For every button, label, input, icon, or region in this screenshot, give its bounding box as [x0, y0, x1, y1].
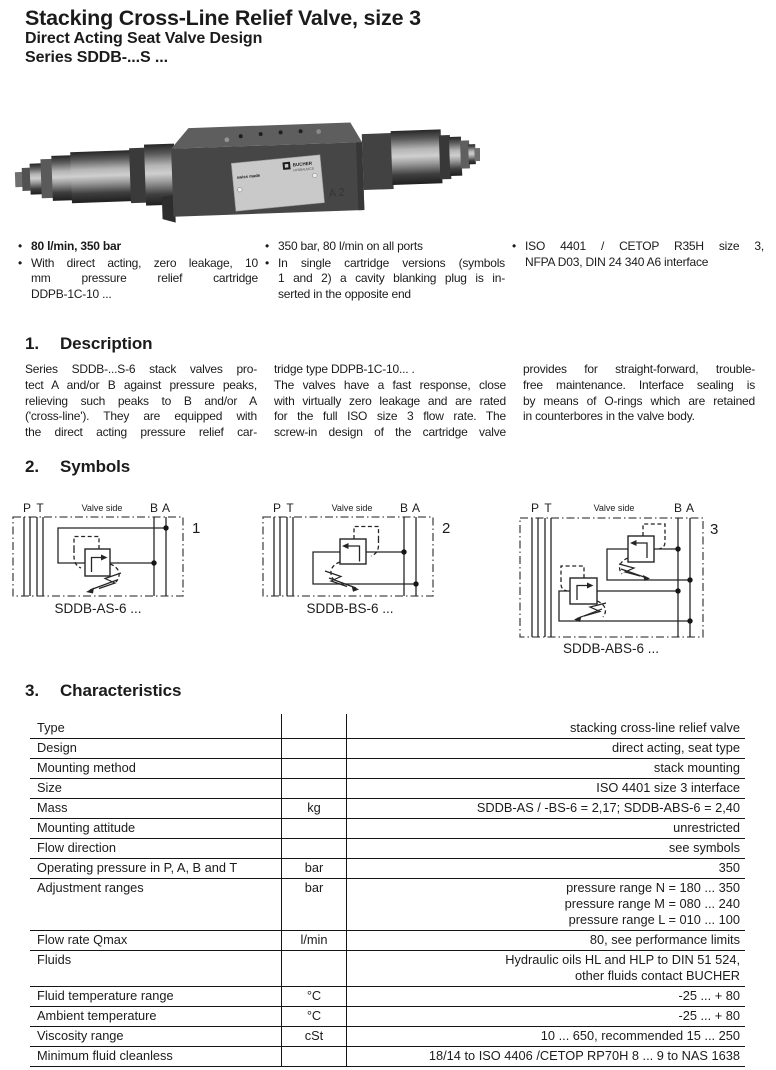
row-unit	[281, 819, 347, 838]
value-line: Hydraulic oils HL and HLP to DIN 51 524,	[505, 952, 740, 967]
text-line: the direct acting pressure relief car-	[25, 425, 257, 440]
section-title: Characteristics	[60, 681, 182, 700]
value-line: other fluids contact BUCHER	[574, 968, 740, 983]
relief-valve-body-lower	[570, 578, 597, 604]
row-label: Flow direction	[37, 840, 116, 855]
list-item	[18, 256, 258, 303]
valve-side-label: Valve side	[331, 503, 373, 513]
row-value	[347, 839, 745, 858]
port-label-b: B	[673, 501, 683, 515]
name-plate	[231, 155, 324, 211]
bullet-text: ISO 4401 / CETOP R35H size 3,	[525, 239, 764, 253]
text-line: by means of O-rings which are retained	[523, 393, 755, 408]
row-unit	[281, 714, 347, 738]
table-row	[30, 739, 745, 759]
junction-dot	[401, 549, 406, 554]
text-line: free maintenance. Interface sealing is	[523, 377, 755, 392]
port-label-p: P	[530, 501, 540, 515]
port-lines-pt	[532, 518, 551, 637]
section-number: 2.	[25, 457, 39, 476]
value-line: unrestricted	[673, 820, 740, 835]
page-subtitle: Direct Acting Seat Valve Design	[25, 30, 263, 47]
bullet-text: In single cartridge versions (symbols	[278, 255, 505, 270]
table-row	[30, 799, 745, 819]
symbol-number: 3	[710, 521, 719, 538]
port-label-t: T	[544, 501, 552, 515]
row-value	[347, 759, 745, 778]
feature-bullets	[18, 239, 768, 303]
description-text	[25, 362, 755, 441]
bullet-text: mm pressure relief cartridge	[31, 271, 258, 286]
row-unit: °C	[281, 987, 347, 1006]
row-unit	[281, 739, 347, 758]
section-heading-characteristics	[25, 681, 181, 701]
symbol-number: 2	[442, 520, 451, 537]
port-label-p: P	[272, 501, 282, 515]
right-tip	[474, 148, 480, 161]
relief-valve-body	[340, 539, 366, 564]
value-line: stack mounting	[653, 760, 740, 775]
section-number: 3.	[25, 681, 39, 700]
bullet-column-1	[18, 239, 258, 303]
bullet-text: serted in the opposite end	[278, 286, 411, 301]
row-value	[347, 987, 745, 1006]
table-row	[30, 819, 745, 839]
list-item	[265, 256, 505, 303]
value-line: 350	[718, 860, 740, 875]
text-line: with virtually zero leakage and are rated	[274, 393, 506, 408]
value-line: ISO 4401 size 3 interface	[596, 780, 740, 795]
bullet-text: NFPA D03, DIN 24 340 A6 interface	[525, 254, 709, 269]
row-label: Minimum fluid cleanless	[37, 1048, 173, 1063]
value-line: -25 ... + 80	[678, 1008, 740, 1023]
port-label-a: A	[685, 501, 695, 515]
list-item	[18, 239, 258, 255]
relief-valve-body	[85, 549, 110, 576]
value-line: pressure range L = 010 ... 100	[568, 912, 740, 927]
port-label-t: T	[36, 501, 44, 515]
brand-logo-inner	[285, 164, 289, 168]
value-line: direct acting, seat type	[611, 740, 740, 755]
symbol-caption: SDDB-AS-6 ...	[54, 601, 142, 616]
table-row	[30, 1027, 745, 1047]
description-column-2	[274, 362, 506, 441]
row-unit: cSt	[281, 1027, 347, 1046]
row-label: Design	[37, 740, 77, 755]
bullet-icon: •	[265, 239, 270, 253]
row-value	[347, 879, 745, 930]
text-line: tect A and/or B against pressure peaks,	[25, 377, 257, 392]
hydraulic-symbol-1	[8, 496, 213, 626]
table-row	[30, 879, 745, 931]
series-line: Series SDDB-...S ...	[25, 48, 168, 66]
left-locknut	[51, 155, 73, 201]
section-title: Description	[60, 334, 153, 353]
text-line: Series SDDB-...S-6 stack valves pro-	[25, 362, 257, 376]
hydraulic-symbol-2	[258, 496, 463, 626]
row-value	[347, 951, 745, 986]
row-unit	[281, 779, 347, 798]
bullet-text: 350 bar, 80 l/min on all ports	[278, 239, 423, 253]
bullet-column-3	[512, 239, 764, 303]
row-label: Mounting method	[37, 760, 136, 775]
value-line: -25 ... + 80	[678, 988, 740, 1003]
bullet-text: With direct acting, zero leakage, 10	[31, 255, 258, 270]
junction-dot	[413, 581, 418, 586]
page-title: Stacking Cross-Line Relief Valve, size 3	[25, 6, 421, 30]
port-label-t: T	[286, 501, 294, 515]
product-photo	[10, 100, 480, 235]
text-line: in counterbores in the valve body.	[523, 409, 695, 424]
value-line: 10 ... 650, recommended 15 ... 250	[540, 1028, 740, 1043]
hydraulic-symbol-3	[513, 496, 745, 673]
bullet-text: 1 and 2) a cavity blanking plug is in-	[278, 271, 505, 286]
section-heading-description	[25, 334, 152, 354]
bullet-icon: •	[265, 255, 270, 270]
port-lines-pt	[274, 517, 293, 596]
section-heading-symbols	[25, 457, 130, 477]
junction-dot	[675, 588, 680, 593]
port-label-a: A	[411, 501, 421, 515]
port-lines-pt	[24, 517, 43, 596]
text-line: relieving such peaks to B and/or A	[25, 393, 257, 408]
text-line: screw-in design of the cartridge valve	[274, 425, 506, 440]
row-label: Ambient temperature	[37, 1008, 157, 1023]
row-unit: kg	[281, 799, 347, 818]
table-row	[30, 779, 745, 799]
characteristics-table	[30, 714, 745, 1067]
value-line: SDDB-AS / -BS-6 = 2,17; SDDB-ABS-6 = 2,40	[476, 800, 740, 815]
row-unit	[281, 839, 347, 858]
bullet-icon: •	[18, 255, 23, 270]
row-label: Operating pressure in P, A, B and T	[37, 860, 238, 875]
row-unit: °C	[281, 1007, 347, 1026]
bullet-text: DDPB-1C-10 ...	[31, 286, 112, 301]
description-column-1	[25, 362, 257, 441]
value-line: stacking cross-line relief valve	[570, 720, 740, 735]
text-line: The valves have a fast response, close	[274, 377, 506, 392]
brand-logo-subtext: HYDRAULICS	[293, 166, 314, 173]
table-row	[30, 759, 745, 779]
row-label: Flow rate Qmax	[37, 932, 128, 947]
subplate-frame	[520, 518, 703, 637]
row-label: Fluids	[37, 952, 72, 967]
port-label-a: A	[161, 501, 171, 515]
table-row	[30, 931, 745, 951]
value-line: 80, see performance limits	[589, 932, 740, 947]
junction-dot	[687, 618, 692, 623]
junction-dot	[163, 525, 168, 530]
table-row	[30, 951, 745, 987]
value-line: see symbols	[668, 840, 740, 855]
table-row	[30, 987, 745, 1007]
row-value	[347, 779, 745, 798]
port-label-b: B	[149, 501, 159, 515]
row-label: Mass	[37, 800, 68, 815]
right-cartridge-base	[362, 133, 394, 190]
table-row	[30, 839, 745, 859]
brand-logo-text: BUCHER	[292, 160, 313, 168]
row-label: Type	[37, 720, 65, 735]
valve-photo-illustration	[10, 100, 480, 235]
row-unit	[281, 759, 347, 778]
plate-screw	[237, 187, 242, 192]
port-label-p: P	[22, 501, 32, 515]
bullet-column-2	[265, 239, 505, 303]
section-title: Symbols	[60, 457, 131, 476]
row-label: Adjustment ranges	[37, 880, 144, 895]
junction-dot	[151, 560, 156, 565]
junction-dot	[675, 546, 680, 551]
row-value	[347, 931, 745, 950]
bullet-icon: •	[18, 239, 23, 253]
row-value	[347, 1027, 745, 1046]
section-number: 1.	[25, 334, 39, 353]
value-line: pressure range M = 080 ... 240	[564, 896, 740, 911]
row-value	[347, 1047, 745, 1066]
port-label-b: B	[399, 501, 409, 515]
row-value	[347, 819, 745, 838]
row-label: Viscosity range	[37, 1028, 124, 1043]
plate-text: swiss made	[236, 172, 261, 180]
left-cartridge-body	[70, 150, 133, 203]
description-column-3	[523, 362, 755, 441]
row-label: Fluid temperature range	[37, 988, 174, 1003]
body-engraving: A 2	[328, 186, 346, 201]
row-unit	[281, 951, 347, 986]
row-label: Mounting attitude	[37, 820, 136, 835]
row-unit: l/min	[281, 931, 347, 950]
row-value	[347, 799, 745, 818]
text-line: for the full ISO size 3 flow rate. The	[274, 409, 506, 424]
table-row	[30, 1047, 745, 1067]
adjustment-arrow-upper	[621, 569, 647, 578]
row-value	[347, 714, 745, 738]
text-line: tridge type DDPB-1C-10... .	[274, 362, 415, 376]
row-value	[347, 739, 745, 758]
junction-dot	[687, 577, 692, 582]
row-unit: bar	[281, 879, 347, 930]
symbol-caption: SDDB-ABS-6 ...	[562, 641, 660, 656]
plate-screw	[312, 173, 317, 178]
row-value	[347, 859, 745, 878]
table-row	[30, 1007, 745, 1027]
arrowhead	[352, 586, 360, 592]
row-value	[347, 1007, 745, 1026]
row-unit: bar	[281, 859, 347, 878]
value-line: pressure range N = 180 ... 350	[566, 880, 740, 895]
list-item	[265, 239, 505, 255]
arrowhead	[86, 588, 94, 594]
table-row	[30, 714, 745, 739]
bullet-text: 80 l/min, 350 bar	[31, 239, 121, 253]
relief-valve-body-upper	[628, 536, 654, 562]
text-line: ('cross-line'). They are equipped with	[25, 409, 257, 424]
bullet-icon: •	[512, 239, 517, 253]
row-label: Size	[37, 780, 62, 795]
value-line: 18/14 to ISO 4406 /CETOP RP70H 8 ... 9 to NAS 1638	[428, 1048, 740, 1063]
list-item	[512, 239, 764, 270]
row-unit	[281, 1047, 347, 1066]
text-line: provides for straight-forward, trouble-	[523, 362, 755, 376]
document-header	[25, 6, 421, 67]
adjustment-arrow	[90, 580, 117, 590]
symbol-caption: SDDB-BS-6 ...	[306, 601, 394, 616]
valve-side-label: Valve side	[81, 503, 123, 513]
symbol-number: 1	[192, 520, 201, 537]
valve-side-label: Valve side	[593, 503, 635, 513]
right-cartridge-body	[391, 129, 443, 185]
left-hex-1	[30, 163, 43, 194]
table-row	[30, 859, 745, 879]
